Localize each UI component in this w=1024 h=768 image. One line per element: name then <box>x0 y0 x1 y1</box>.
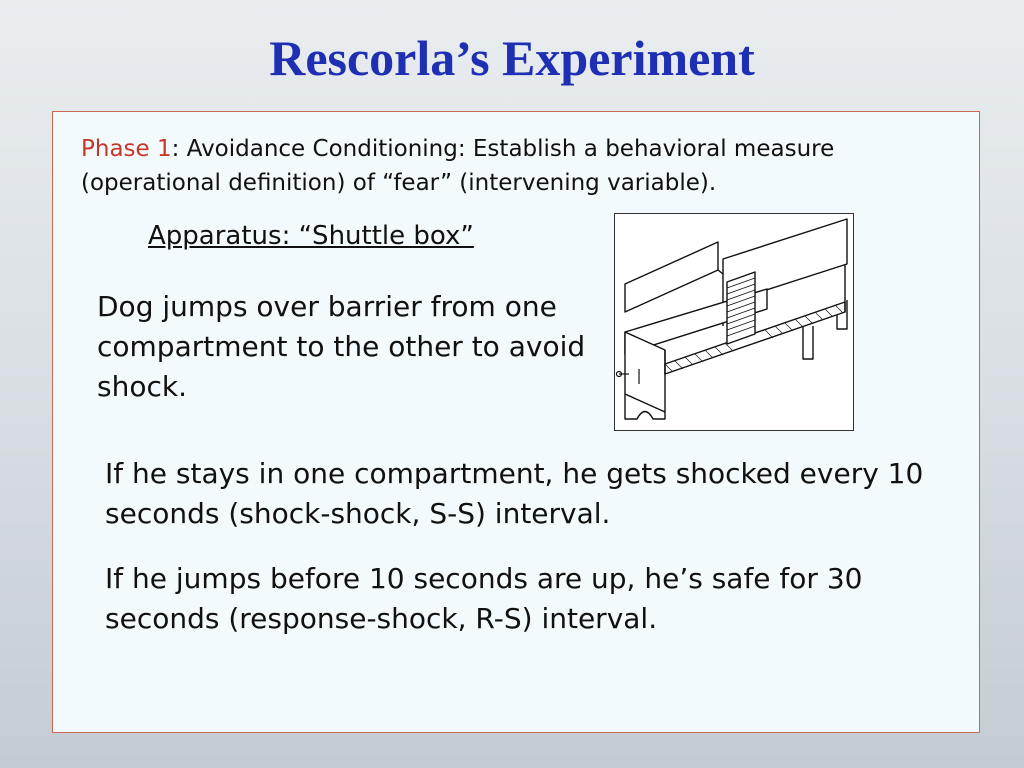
shock-rule-stay: If he stays in one compartment, he gets shocked every 10 seconds (shock-shock, S-S) interval. <box>105 457 924 530</box>
slide-title: Rescorla’s Experiment <box>269 30 755 86</box>
phase-label: Phase 1 <box>81 136 172 162</box>
dog-description: Dog jumps over barrier from one compartment to the other to avoid shock. <box>97 290 586 403</box>
apparatus-label: Apparatus: “Shuttle box” <box>148 221 474 251</box>
shuttle-box-illustration <box>614 213 854 431</box>
shock-rule-jump: If he jumps before 10 seconds are up, he’s safe for 30 seconds (response-shock, R-S) interval. <box>105 562 863 635</box>
content-box <box>52 111 980 733</box>
phase-text: : Avoidance Conditioning: Establish a behavioral measure (operational definition) of “fear” (intervening variable). <box>81 136 835 196</box>
shuttle-box-drawing <box>615 214 853 430</box>
phase-description <box>81 132 961 200</box>
